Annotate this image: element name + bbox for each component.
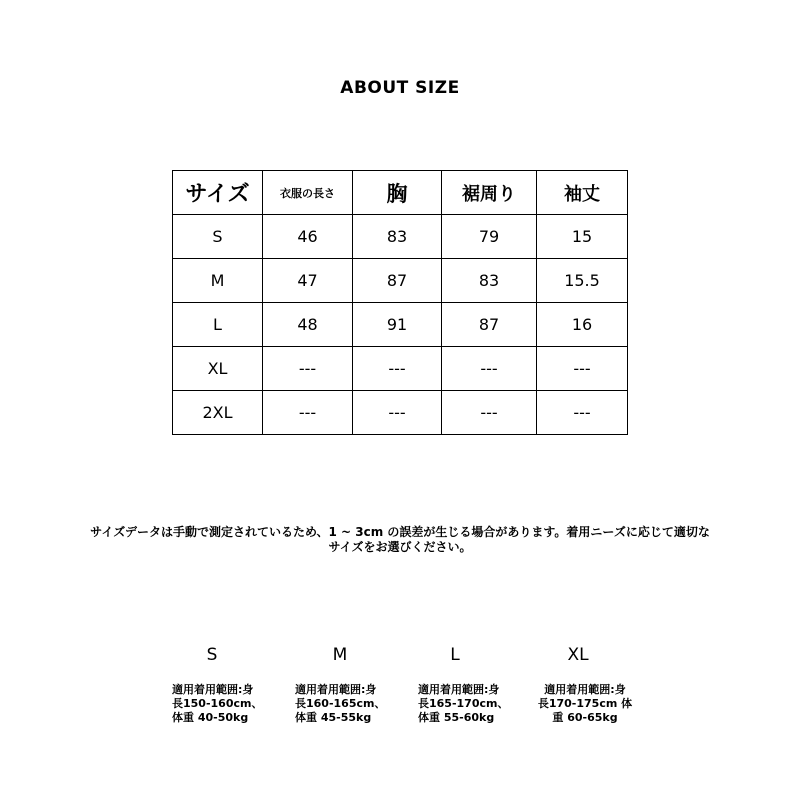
table-row (173, 391, 628, 435)
desc-line: 適用着用範囲:身 (295, 683, 377, 696)
table-cell: --- (442, 347, 537, 391)
desc-line: 長170-175cm 体 (537, 697, 633, 710)
page-title: ABOUT SIZE (340, 78, 460, 98)
table-header-row (173, 171, 628, 215)
desc-line: 体重 55-60kg (418, 711, 495, 724)
header-length: 衣服の長さ (263, 171, 353, 215)
table-cell: 15 (537, 215, 628, 259)
table-cell: 83 (353, 215, 442, 259)
table-cell: --- (537, 391, 628, 435)
header-size: サイズ (173, 171, 263, 215)
desc-line: 長160-165cm、 (295, 697, 386, 710)
header-chest: 胸 (353, 171, 442, 215)
table-cell: 46 (263, 215, 353, 259)
note-line: サイズデータは手動で測定されているため、1 ~ 3cm の誤差が生じる場合があります。着用ニーズに応じて適切な (90, 525, 710, 539)
size-guide-s (172, 645, 272, 725)
measurement-note (10, 525, 790, 555)
table-row (173, 303, 628, 347)
table-cell: 79 (442, 215, 537, 259)
table-cell: 91 (353, 303, 442, 347)
table-cell: S (173, 215, 263, 259)
header-hem: 裾周り (442, 171, 537, 215)
size-range-desc (530, 683, 640, 725)
desc-line: 重 60-65kg (552, 711, 618, 724)
table-row (173, 215, 628, 259)
table-cell: M (173, 259, 263, 303)
size-letter: XL (567, 645, 589, 665)
table-cell: L (173, 303, 263, 347)
table-cell: 47 (263, 259, 353, 303)
size-letter: L (450, 645, 460, 665)
table-cell: 2XL (173, 391, 263, 435)
desc-line: 適用着用範囲:身 (172, 683, 254, 696)
table-cell: 87 (442, 303, 537, 347)
desc-line: 長150-160cm、 (172, 697, 263, 710)
size-range-desc (172, 683, 272, 725)
table-cell: 48 (263, 303, 353, 347)
desc-line: 適用着用範囲:身 (544, 683, 626, 696)
table-cell: 15.5 (537, 259, 628, 303)
table-row (173, 347, 628, 391)
desc-line: 体重 45-55kg (295, 711, 372, 724)
size-guide-m (295, 645, 395, 725)
table-cell: 83 (442, 259, 537, 303)
table-row (173, 259, 628, 303)
size-guide-xl (530, 645, 640, 725)
size-range-desc (418, 683, 518, 725)
note-line: サイズをお選びください。 (328, 540, 472, 554)
size-table (172, 170, 628, 435)
desc-line: 体重 40-50kg (172, 711, 249, 724)
table-cell: --- (263, 391, 353, 435)
table-cell: --- (353, 391, 442, 435)
table-cell: XL (173, 347, 263, 391)
table-cell: --- (442, 391, 537, 435)
header-sleeve: 袖丈 (537, 171, 628, 215)
desc-line: 長165-170cm、 (418, 697, 509, 710)
table-cell: --- (263, 347, 353, 391)
desc-line: 適用着用範囲:身 (418, 683, 500, 696)
size-range-desc (295, 683, 395, 725)
table-cell: --- (537, 347, 628, 391)
table-cell: 16 (537, 303, 628, 347)
size-letter: M (332, 645, 348, 665)
size-guide-l (418, 645, 518, 725)
size-letter: S (206, 645, 218, 665)
table-cell: 87 (353, 259, 442, 303)
table-cell: --- (353, 347, 442, 391)
